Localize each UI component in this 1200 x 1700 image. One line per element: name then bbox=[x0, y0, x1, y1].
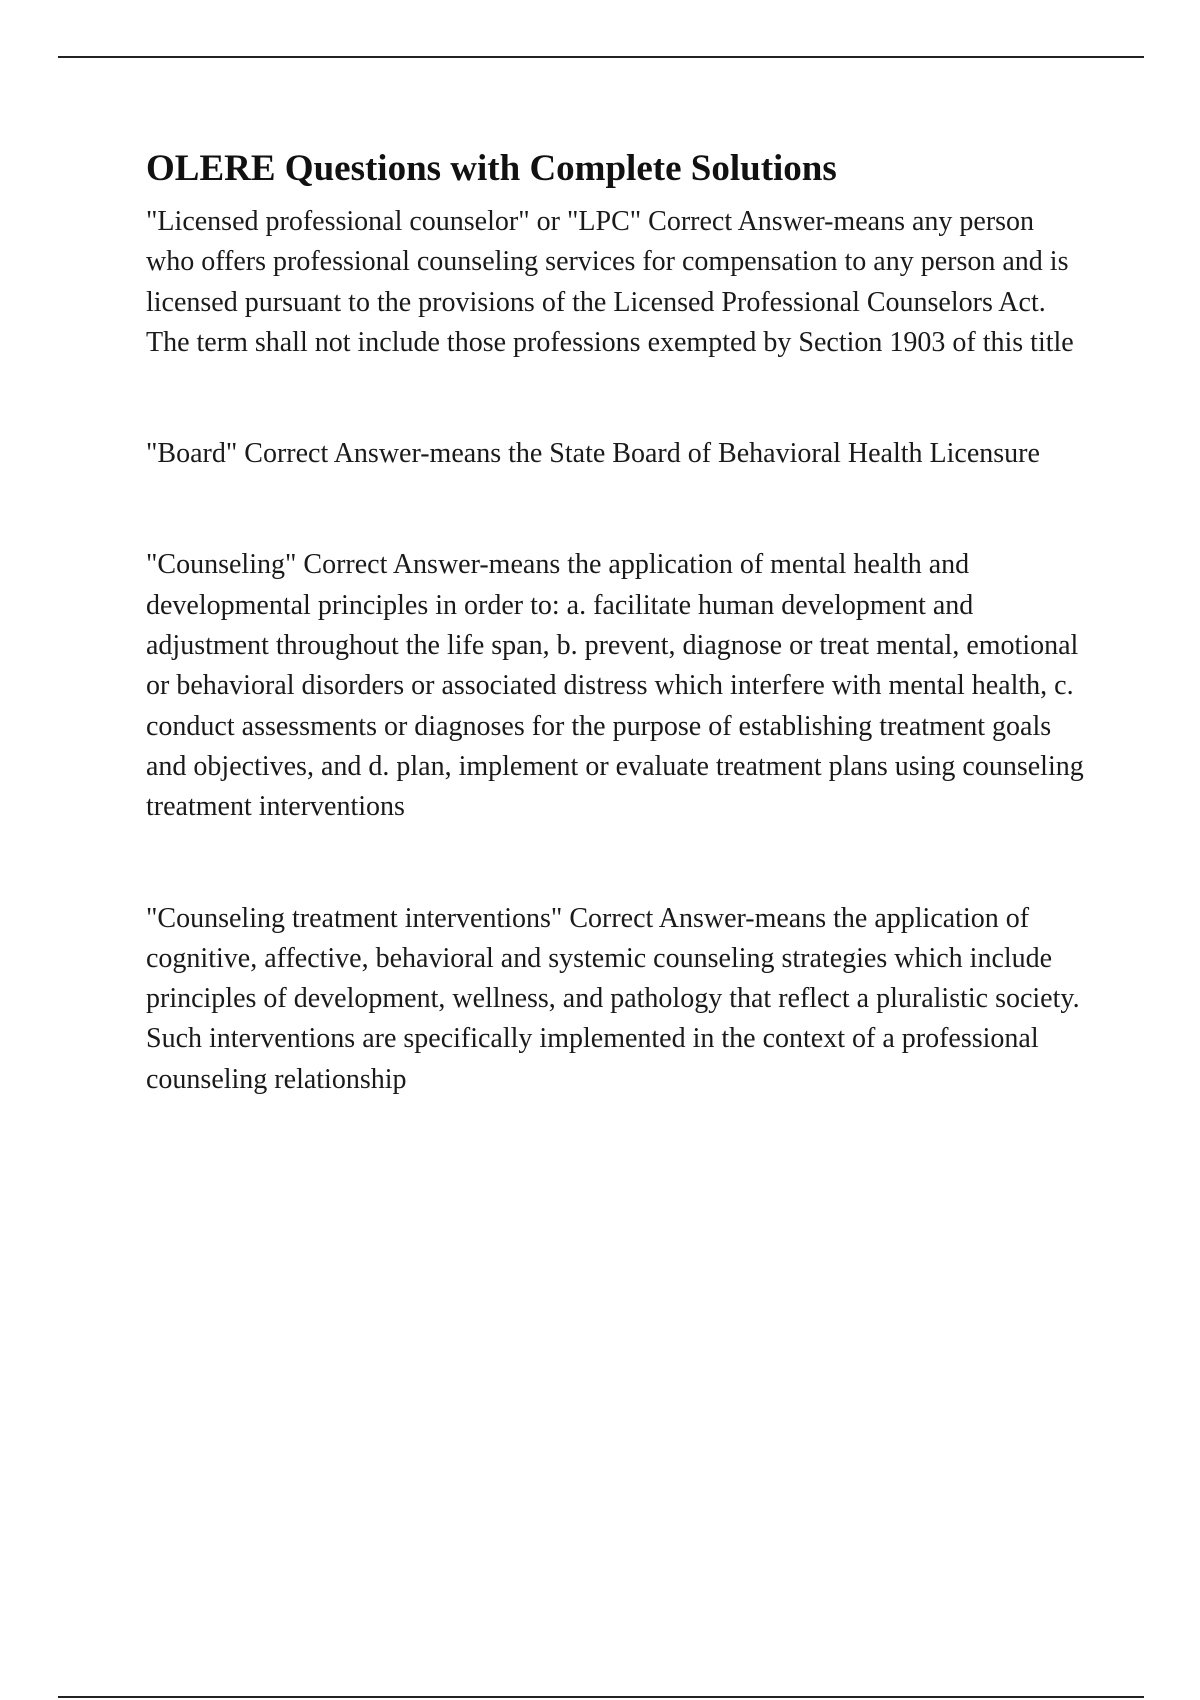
document-body bbox=[146, 142, 1086, 1100]
bottom-divider bbox=[58, 1696, 1144, 1698]
document-title: OLERE Questions with Complete Solutions bbox=[146, 148, 837, 189]
entry-counseling-treatment-interventions: "Counseling treatment interventions" Correct Answer-means the application of cognitive, affective, behavioral and systemic counseling strategies which include principles of development, wellness, and pathology that reflect a pluralistic society. Such interventions are specifically implemented in the context of a professional counseling relationship bbox=[146, 902, 1080, 1095]
entry-board: "Board" Correct Answer-means the State Board of Behavioral Health Licensure bbox=[146, 438, 1040, 470]
top-divider bbox=[58, 56, 1144, 58]
entry-counseling: "Counseling" Correct Answer-means the application of mental health and developmental principles in order to: a. facilitate human development and adjustment throughout the life span, b. prevent, diagnose or treat mental, emotional or behavioral disorders or associated distress which interfere with mental health, c. conduct assessments or diagnoses for the purpose of establishing treatment goals and objectives, and d. plan, implement or evaluate treatment plans using counseling treatment interventions bbox=[146, 549, 1084, 823]
entry-licensed-professional-counselor: "Licensed professional counselor" or "LPC" Correct Answer-means any person who offers professional counseling services for compensation to any person and is licensed pursuant to the provisions of the Licensed Professional Counselors Act. The term shall not include those professions exempted by Section 1903 of this title bbox=[146, 206, 1074, 358]
